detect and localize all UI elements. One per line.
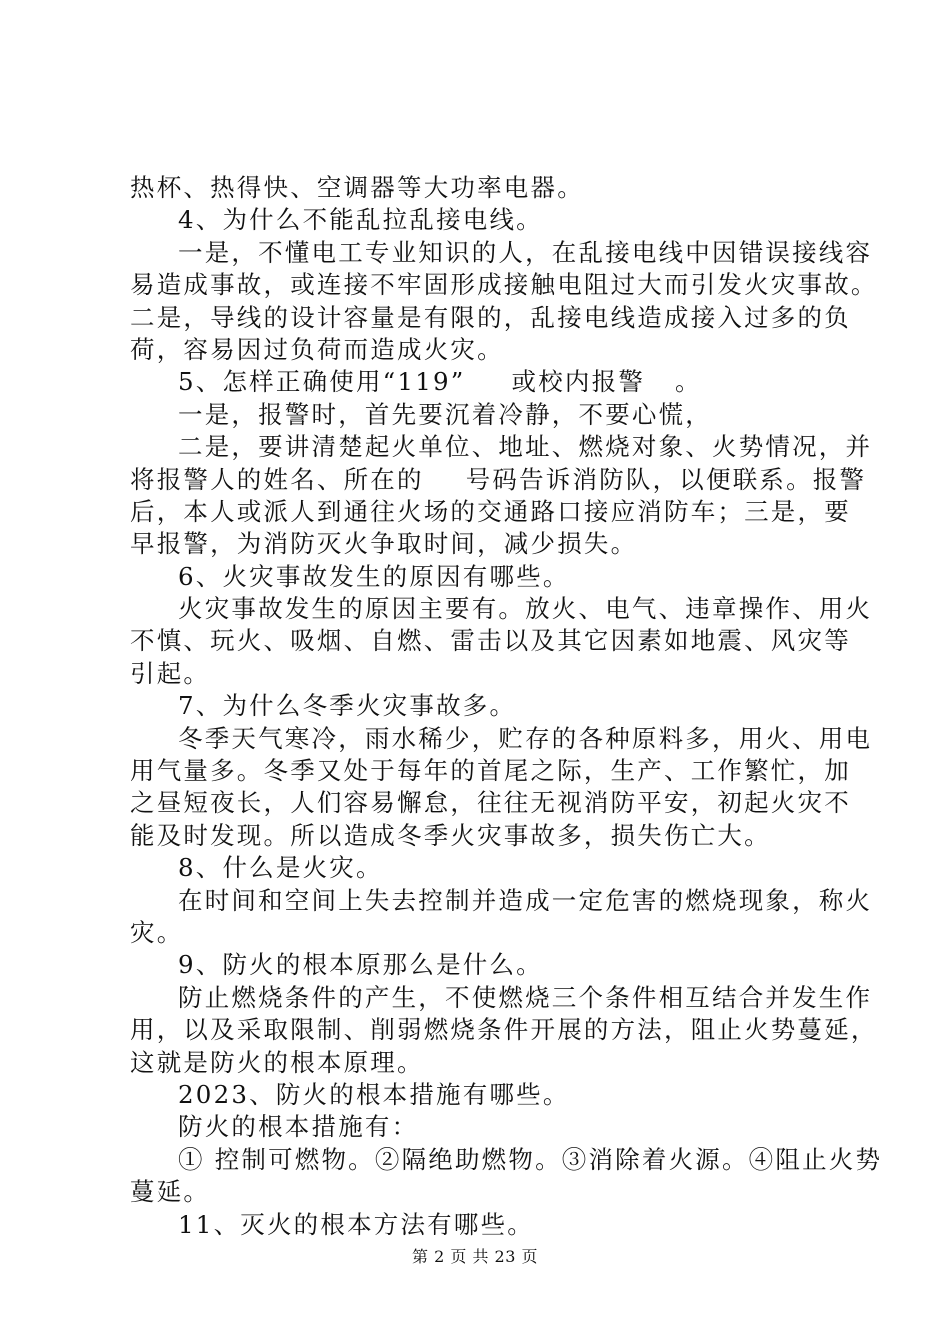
- text-line: 早报警，为消防灭火争取时间，减少损失。: [130, 529, 638, 559]
- text-line: 二是，要讲清楚起火单位、地址、燃烧对象、火势情况，并: [178, 432, 873, 462]
- text-line: 一是，报警时，首先要沉着冷静，不要心慌，: [178, 399, 712, 429]
- text-segment: 或校内报警: [511, 367, 646, 397]
- text-line: 火灾事故发生的原因主要有。放火、电气、违章操作、用火: [178, 594, 873, 624]
- text-line: 这就是防火的根本原理。: [130, 1047, 424, 1077]
- text-line: 6、火灾事故发生的原因有哪些。: [178, 561, 570, 591]
- text-segment: 。: [675, 367, 702, 397]
- text-line: 灾。: [130, 917, 184, 947]
- text-line: [130, 464, 867, 496]
- text-line: 引起。: [130, 658, 211, 688]
- text-line: 用气量多。冬季又处于每年的首尾之际，生产、工作繁忙，加: [130, 756, 851, 786]
- text-line: 11、灭火的根本方法有哪些。: [178, 1209, 534, 1239]
- text-line: 用，以及采取限制、削弱燃烧条件开展的方法，阻止火势蔓延，: [130, 1015, 878, 1045]
- text-line: [130, 366, 842, 398]
- text-segment: 将报警人的姓名、所在的: [130, 464, 424, 494]
- text-line: 4、为什么不能乱拉乱接电线。: [178, 205, 543, 235]
- text-line: 蔓延。: [130, 1177, 211, 1207]
- text-line: 7、为什么冬季火灾事故多。: [178, 691, 517, 721]
- text-line: 荷，容易因过负荷而造成火灾。: [130, 334, 504, 364]
- text-line: 之昼短夜长，人们容易懈怠，往往无视消防平安，初起火灾不: [130, 788, 851, 818]
- text-line: 9、防火的根本原那么是什么。: [178, 950, 543, 980]
- text-segment: 5、怎样正确使用“119”: [178, 367, 466, 397]
- text-line: 防火的根本措施有：: [178, 1112, 419, 1142]
- text-line: 8、什么是火灾。: [178, 853, 383, 883]
- text-line: 易造成事故，或连接不牢固形成接触电阻过大而引发火灾事故。: [130, 270, 878, 300]
- text-line: 后，本人或派人到通往火场的交通路口接应消防车；三是，要: [130, 496, 851, 526]
- text-line: 热杯、热得快、空调器等大功率电器。: [130, 173, 584, 202]
- text-segment: 号码告诉消防队，以便联系。报警: [465, 464, 867, 494]
- text-line: 在时间和空间上失去控制并造成一定危害的燃烧现象，称火: [178, 885, 873, 915]
- text-line: 2023、防火的根本措施有哪些。: [178, 1079, 570, 1109]
- text-line: 一是，不懂电工专业知识的人，在乱接电线中因错误接线容: [178, 237, 873, 267]
- text-line: 能及时发现。所以造成冬季火灾事故多，损失伤亡大。: [130, 820, 771, 850]
- text-line: 防止燃烧条件的产生，不使燃烧三个条件相互结合并发生作: [178, 982, 873, 1012]
- page-footer: 第 2 页 共 23 页: [412, 1247, 538, 1266]
- text-line: ① 控制可燃物。②隔绝助燃物。③消除着火源。④阻止火势: [178, 1144, 883, 1174]
- text-line: 冬季天气寒冷，雨水稀少，贮存的各种原料多，用火、用电: [178, 723, 873, 753]
- document-body: [130, 172, 883, 1241]
- text-line: 二是，导线的设计容量是有限的，乱接电线造成接入过多的负: [130, 302, 851, 332]
- text-line: 不慎、玩火、吸烟、自燃、雷击以及其它因素如地震、风灾等: [130, 626, 851, 656]
